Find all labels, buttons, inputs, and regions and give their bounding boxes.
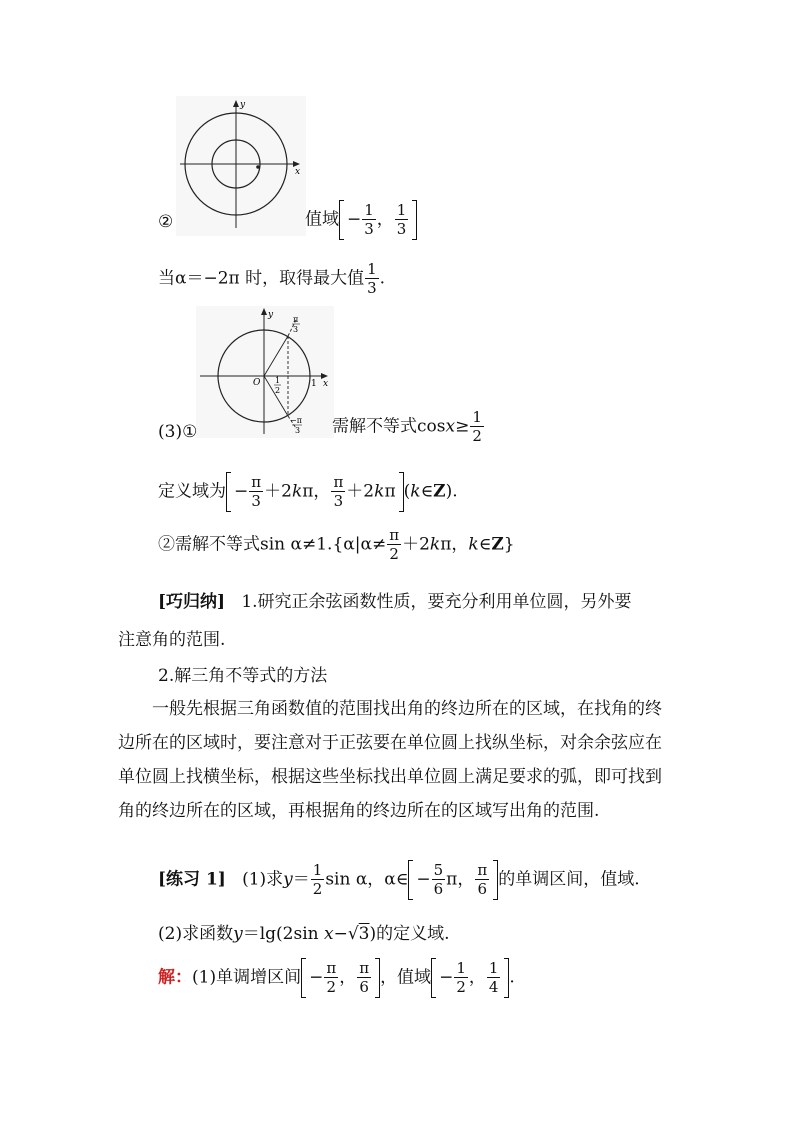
var-k: k bbox=[374, 481, 385, 502]
var-x: x bbox=[323, 924, 334, 944]
minus-sign: − bbox=[416, 869, 431, 890]
exercise-tag: [练习 1] bbox=[158, 869, 226, 890]
fraction: $\frac{1}{2}$ bbox=[312, 861, 323, 898]
domain-line bbox=[158, 472, 458, 512]
text: π， bbox=[302, 481, 331, 502]
text: π， bbox=[446, 869, 475, 890]
inequality-text: 需解不等式cos bbox=[332, 416, 446, 437]
exercise-line-2: (2)求函数y＝lg(2sin x−√3)的定义域. bbox=[158, 924, 450, 944]
text: (2)求函数 bbox=[158, 924, 234, 944]
minus-sign: − bbox=[309, 967, 324, 988]
origin-label: O bbox=[253, 378, 261, 388]
period: . bbox=[379, 268, 386, 289]
fraction: $\frac{1}{4}$ bbox=[488, 959, 499, 996]
range-expression-1 bbox=[305, 200, 417, 240]
part3-marker-text: (3)① bbox=[158, 422, 198, 442]
one-label: 1 bbox=[311, 379, 317, 389]
range-label: 值域 bbox=[305, 209, 339, 230]
summary-tag: [巧归纳] bbox=[158, 592, 226, 612]
text: ＋2 bbox=[264, 481, 292, 502]
fraction: $\frac{1}{3}$ bbox=[367, 260, 377, 297]
method-title bbox=[158, 664, 327, 688]
part3-marker bbox=[158, 420, 197, 444]
sin-inequality-line bbox=[158, 528, 515, 562]
circled-two-marker: ② bbox=[158, 212, 174, 232]
text: 的单调区间，值域. bbox=[498, 869, 640, 890]
text: sin α，α∈ bbox=[325, 869, 409, 890]
left-bracket bbox=[431, 958, 436, 998]
method-body bbox=[118, 692, 678, 828]
fraction: $\frac{\pi}{3}$ bbox=[251, 473, 262, 510]
max-value-line bbox=[158, 262, 385, 296]
summary-line-1 bbox=[158, 590, 632, 614]
fraction: $\frac{1}{2}$ bbox=[456, 959, 466, 996]
pi-bot-num: −π bbox=[290, 416, 302, 425]
left-bracket bbox=[339, 200, 344, 240]
fig1-y-label: y bbox=[240, 100, 246, 110]
text: ). bbox=[445, 481, 458, 502]
minus-sign: − bbox=[234, 481, 249, 502]
half-den: 2 bbox=[275, 386, 281, 395]
var-k: k bbox=[410, 481, 421, 502]
text: π， bbox=[440, 534, 469, 555]
var-k: k bbox=[429, 534, 441, 555]
solution-tag: 解： bbox=[158, 967, 192, 988]
left-bracket bbox=[226, 472, 231, 512]
pi-bot-den: 3 bbox=[295, 426, 301, 435]
minus-sign: − bbox=[347, 209, 362, 230]
left-bracket bbox=[408, 860, 413, 900]
text: (1)单调增区间 bbox=[192, 967, 302, 988]
method-body-text: 一般先根据三角函数值的范围找出角的终边所在的区域，在找角的终边所在的区域时，要注意对于正弦要在单位圆上找纵坐标，对余余弦应在单位圆上找横坐标，根据这些坐标找出单位圆上满足要求的弧，即可找到角的终边所在的区域，再根据角的终边所在的区域写出角的范围. bbox=[118, 699, 662, 821]
integers-symbol: Z bbox=[433, 481, 446, 502]
var-y: y bbox=[283, 869, 293, 890]
text: ＝lg(2sin bbox=[242, 924, 324, 944]
fraction: $\frac{\pi}{6}$ bbox=[477, 861, 488, 898]
fraction: $\frac{5}{6}$ bbox=[433, 861, 444, 898]
cos-inequality bbox=[332, 410, 485, 444]
domain-label: 定义域为 bbox=[158, 481, 226, 502]
fraction: $\frac{\pi}{2}$ bbox=[389, 526, 400, 563]
method-title-text: 2.解三角不等式的方法 bbox=[158, 666, 328, 686]
var-k: k bbox=[468, 534, 479, 555]
fig2-x-label: x bbox=[323, 379, 329, 389]
fig2-y-label: y bbox=[268, 310, 274, 320]
integers-symbol: Z bbox=[491, 534, 504, 555]
unit-circle-figure bbox=[196, 306, 334, 438]
pi-top-den: 3 bbox=[293, 325, 299, 334]
separator: ， bbox=[376, 209, 394, 230]
sqrt-value: 3 bbox=[358, 924, 370, 944]
var-k: k bbox=[291, 481, 303, 502]
text: )的定义域. bbox=[369, 924, 450, 944]
text: ＋2 bbox=[402, 534, 430, 555]
text: } bbox=[503, 534, 515, 555]
text: ∈ bbox=[478, 534, 492, 555]
max-value-text: 当α＝−2π 时，取得最大值 bbox=[158, 268, 365, 289]
fraction: $\frac{\pi}{2}$ bbox=[326, 959, 337, 996]
text: ＝ bbox=[292, 869, 310, 890]
pi-top-num: π bbox=[293, 315, 299, 324]
text: ，值域 bbox=[380, 967, 432, 988]
summary-line-2 bbox=[118, 628, 225, 652]
fraction: $\frac{\pi}{3}$ bbox=[333, 473, 344, 510]
fig1-x-label: x bbox=[295, 167, 301, 177]
left-bracket bbox=[301, 958, 306, 998]
fraction: $\frac{1}{2}$ bbox=[472, 408, 482, 445]
text: ∈ bbox=[420, 481, 434, 502]
right-bracket bbox=[412, 200, 417, 240]
half-num: 1 bbox=[275, 376, 281, 385]
line-range-1 bbox=[158, 210, 173, 234]
geq-sign: ≥ bbox=[455, 416, 470, 437]
var-x: x bbox=[445, 416, 456, 437]
fraction: $\frac{1}{3}$ bbox=[364, 201, 374, 238]
fraction: $\frac{1}{3}$ bbox=[396, 201, 407, 238]
concentric-circles-figure bbox=[176, 96, 306, 236]
text: π bbox=[384, 481, 396, 502]
solution-line bbox=[158, 958, 515, 998]
text: ②需解不等式sin α≠1.{α|α≠ bbox=[158, 534, 387, 555]
period: . bbox=[509, 967, 515, 988]
minus-sign: − bbox=[439, 967, 454, 988]
text: ＋2 bbox=[346, 481, 375, 502]
separator: ， bbox=[339, 967, 357, 988]
summary-text-2: 注意角的范围. bbox=[118, 630, 226, 650]
text: (1)求 bbox=[242, 869, 284, 890]
separator: ， bbox=[468, 967, 486, 988]
text: ( bbox=[403, 481, 411, 502]
var-y: y bbox=[233, 924, 243, 944]
fraction: $\frac{\pi}{6}$ bbox=[359, 959, 370, 996]
exercise-line-1 bbox=[158, 860, 640, 900]
summary-text-1: 1.研究正余弦函数性质，要充分利用单位圆，另外要 bbox=[241, 592, 632, 612]
text: − bbox=[333, 924, 348, 944]
